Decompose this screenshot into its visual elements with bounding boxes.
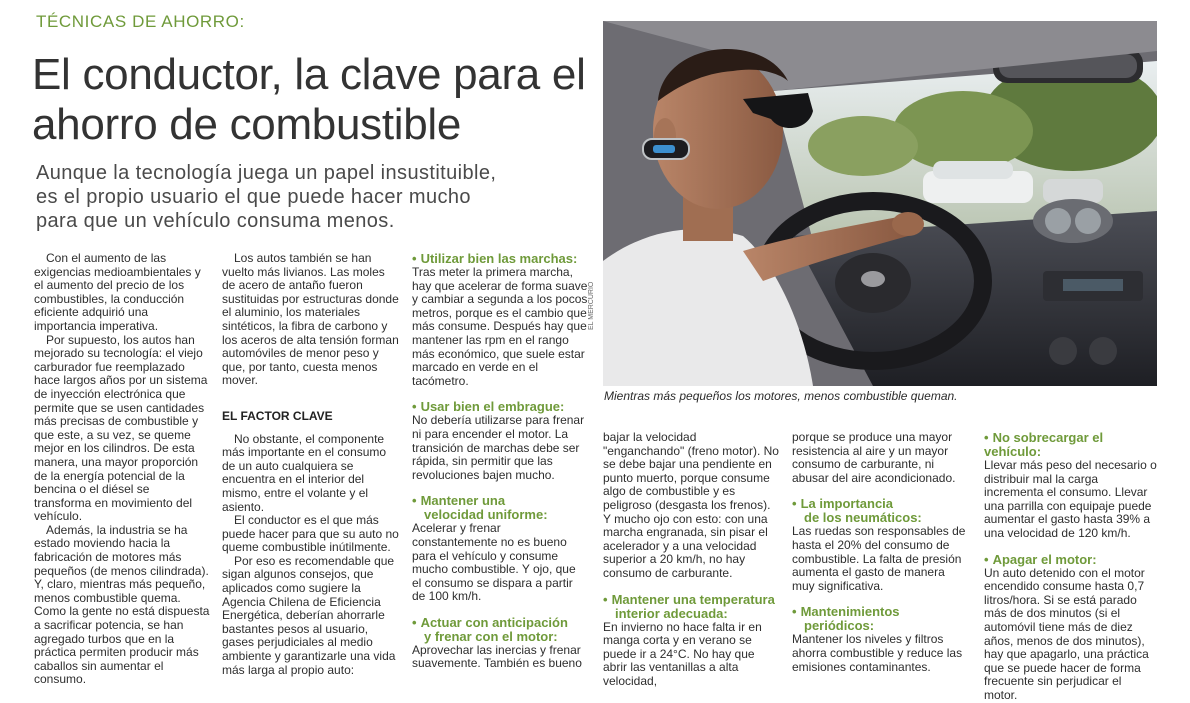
paragraph: Por eso es recomendable que sigan algunos consejos, que aplicados como sugiere la Agencia Chilena de Eficiencia Energética, deberían ahorrarle bastantes pesos al usuario, gases perjudiciales al medio ambiente y garantizarle una vida más larga al propio auto: xyxy=(222,553,396,677)
tip-body: Mantener los niveles y filtros ahorra combustible y reduce las emisiones contaminantes. xyxy=(792,632,963,674)
photo-caption: Mientras más pequeños los motores, menos combustible queman. xyxy=(604,389,958,403)
tip-heading: • No sobrecargar el vehículo: xyxy=(984,430,1104,459)
tip-body: Tras meter la primera marcha, hay que acelerar de forma suave y cambiar a segunda a los pocos metros, porque es el cambio que más consume. Después hay que mantener las rpm en el rango más económico, que suele estar marcado en verde en el tacómetro. xyxy=(412,265,588,388)
tip-heading: • Mantener una temperatura interior adecuada: xyxy=(603,591,775,621)
tip-body: En invierno no hace falta ir en manga corta y en verano se puede ir a 24°C. No hay que abrir las ventanillas a alta velocidad, xyxy=(603,619,762,688)
article-subtitle: Aunque la tecnología juega un papel insustituible, es el propio usuario el que puede hacer mucho para que un vehículo consuma menos. xyxy=(36,162,497,232)
paragraph: No obstante, el componente más importante en el consumo de un auto cualquiera se encuentra en el interior del mismo, entre el volante y el asiento. xyxy=(222,431,387,514)
tip-heading: • Mantener una velocidad uniforme: xyxy=(412,493,548,523)
bullet-icon: • xyxy=(792,604,797,620)
tip-heading: • Utilizar bien las marchas: xyxy=(412,251,578,266)
bullet-icon: • xyxy=(412,614,417,630)
tip-body: porque se produce una mayor resistencia al aire y un mayor consumo de carburante, ni abusar del aire acondicionado. xyxy=(792,430,956,485)
paragraph: El conductor es el que más puede hacer para que su auto no queme combustible inútilmente. xyxy=(222,513,399,555)
tip-heading: • Actuar con anticipación y frenar con el motor: xyxy=(412,614,568,644)
bullet-icon: • xyxy=(412,493,417,509)
photo-credit: EL MERCURIO xyxy=(588,281,595,330)
tip-body: bajar la velocidad "enganchando" (freno motor). No se debe bajar una pendiente en punto muerto, porque consume algo de combustible y es peligroso (desgasta los frenos). Y mucho ojo con esto: con una marcha engranada, sin pisar el acelerador y a una velocidad superior a 20 km/h, no hay consumo de carburante. xyxy=(603,430,779,580)
tip-body: Un auto detenido con el motor encendido consume hasta 0,7 litros/hora. Si se está parado más de dos minutos (si el automóvil tiene más de diez años, menos de dos minutos), hay que apagarlo, una práctica que se puede hacer de forma frecuente sin perjudicar el motor. xyxy=(984,565,1149,702)
tip-heading: • Apagar el motor: xyxy=(984,551,1097,567)
bullet-icon: • xyxy=(984,551,989,567)
subheading-factor-clave: EL FACTOR CLAVE xyxy=(222,408,333,423)
tip-heading: • Mantenimientos periódicos: xyxy=(792,604,900,634)
text-column-4 xyxy=(603,431,779,689)
bullet-icon: • xyxy=(984,430,989,445)
bullet-icon: • xyxy=(412,251,417,266)
paragraph: Además, la industria se ha estado moviendo hacia la fabricación de motores más pequeños (de menos cilindrada). Y, claro, mientras más pequeño, menos combustible quema. Como la gente no está dispuesta a sacrificar potencia, se han agregado turbos que en la práctica permiten producir más caballos sin aumentar el consumo. xyxy=(34,522,210,687)
tip-heading: • La importancia de los neumáticos: xyxy=(792,496,922,526)
driver-photo-illustration xyxy=(603,21,1157,386)
tip-heading: • Usar bien el embrague: xyxy=(412,399,565,415)
text-column-1 xyxy=(34,252,210,687)
tip-body: Llevar más peso del necesario o distribuir mal la carga incrementa el consumo. Llevar una parrilla con equipaje puede aumentar el gasto hasta 39% a una velocidad de 120 km/h. xyxy=(984,458,1157,540)
text-column-3 xyxy=(412,252,588,671)
tip-body: Aprovechar las inercias y frenar suavemente. También es bueno xyxy=(412,642,582,671)
paragraph: Los autos también se han vuelto más livianos. Las moles de acero de antaño fueron sustituidas por estructuras donde el aluminio, los materiales sintéticos, la fibra de carbono y los aceros de alta tensión forman automóviles de menor peso y que, por tanto, cuesta menos mover. xyxy=(222,251,399,388)
tip-body: Acelerar y frenar constantemente no es bueno para el vehículo y consume mucho combustible. Y ojo, que el consumo se dispara a partir de 100 km/h. xyxy=(412,521,576,604)
article-title: El conductor, la clave para el ahorro de combustible xyxy=(32,50,586,149)
bullet-icon: • xyxy=(412,399,417,415)
bullet-icon: • xyxy=(603,591,608,607)
paragraph: Por supuesto, los autos han mejorado su tecnología: el viejo carburador fue reemplazado hace largos años por un sistema de inyección electrónica que permite que se usen cantidades más precisas de combustible y que este, a su vez, se queme mejor en los cilindros. De esta manera, una mayor proporción de la energía potencial de la bencina o el diésel se transforma en movimiento del vehículo. xyxy=(34,332,208,524)
paragraph: Con el aumento de las exigencias medioambientales y el aumento del precio de los combustibles, la conducción eficiente adquirió una importancia imperativa. xyxy=(34,251,201,333)
tip-body: No debería utilizarse para frenar ni para encender el motor. La transición de marchas debe ser rápida, sin permitir que las revoluciones bajen mucho. xyxy=(412,413,585,482)
article-photo xyxy=(603,21,1157,386)
text-column-6 xyxy=(984,431,1158,703)
text-column-2 xyxy=(222,252,400,677)
bullet-icon: • xyxy=(792,496,797,512)
section-kicker: TÉCNICAS DE AHORRO: xyxy=(36,12,245,31)
tip-body: Las ruedas son responsables de hasta el 20% del consumo de combustible. La falta de presión aumenta el gasto de manera muy significativa. xyxy=(792,524,966,593)
text-column-5 xyxy=(792,431,970,674)
